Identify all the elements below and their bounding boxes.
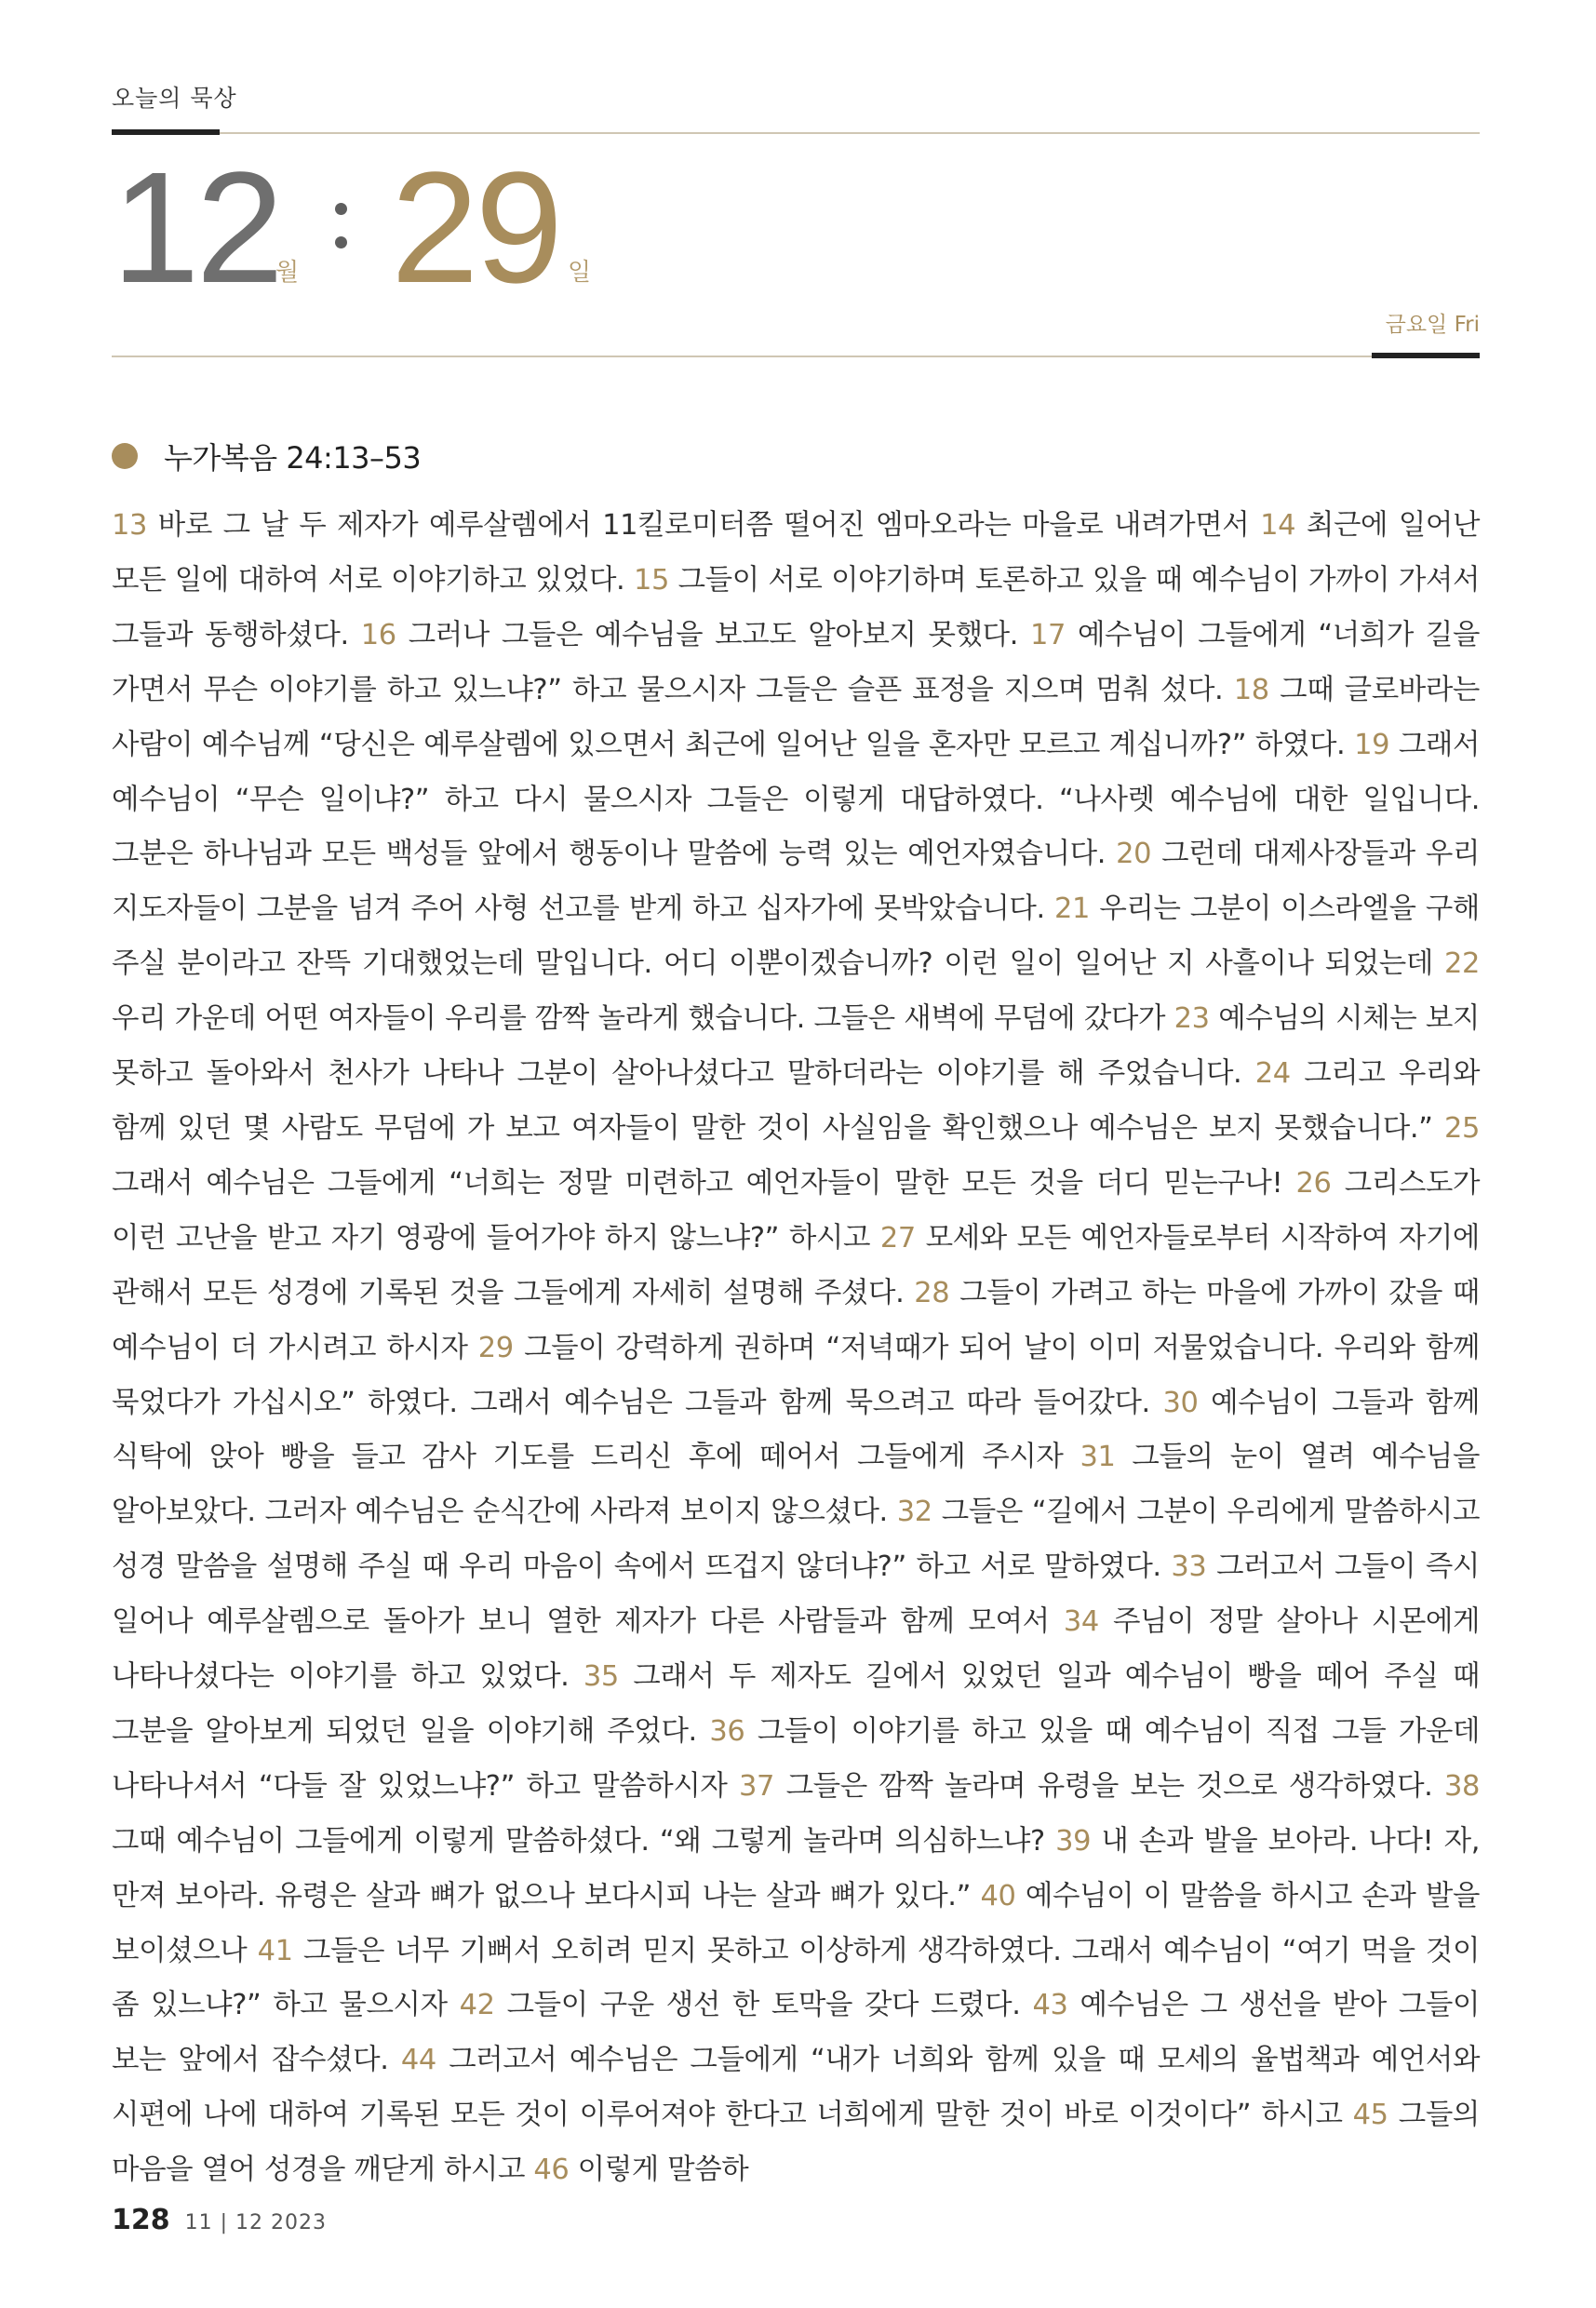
day-number: 29 [391, 140, 560, 316]
verse-text: 우리는 그분이 이스라엘을 구해 주실 분이라고 잔뜩 기대했었는데 말입니다. 어디 이뿐이겠습니까? 이런 일이 일어난 지 사흘이나 되었는데 [112, 892, 1480, 981]
verse-text: 그들의 마음을 열어 성경을 깨닫게 하시고 [112, 2099, 1480, 2187]
verse-text: 그러고서 그들이 즉시 일어나 예루살렘으로 돌아가 보니 열한 제자가 다른 사람들과 함께 모여서 [112, 1550, 1480, 1639]
header-divider [112, 356, 1480, 357]
verse-number: 14 [1260, 509, 1296, 542]
verse-text: 예수님이 그들과 함께 식탁에 앉아 빵을 들고 감사 기도를 드리신 후에 떼어서 그들에게 주시자 [112, 1386, 1480, 1474]
verse-text: 그들이 가려고 하는 마을에 가까이 갔을 때 예수님이 더 가시려고 하시자 [112, 1276, 1480, 1364]
verse-text: 모세와 모든 예언자들로부터 시작하여 자기에 관해서 모든 성경에 기록된 것을 그들에게 자세히 설명해 주셨다. [112, 1221, 1480, 1309]
verse-number: 25 [1443, 1111, 1480, 1145]
verse-number: 36 [709, 1714, 745, 1748]
verse-text: 그리고 우리와 함께 있던 몇 사람도 무덤에 가 보고 여자들이 말한 것이 사실임을 확인했으나 예수님은 보지 못했습니다.” [112, 1057, 1481, 1145]
verse-number: 32 [896, 1496, 932, 1529]
date-separator-colon [335, 179, 348, 272]
month-unit: 월 [275, 259, 300, 287]
page-footer [112, 2204, 327, 2236]
weekday-label: 금요일 Fri [1385, 313, 1480, 337]
scripture-text [112, 499, 1480, 2198]
verse-text: 예수님이 그들에게 “너희가 길을 가면서 무슨 이야기를 하고 있느냐?” 하고 물으시자 그들은 슬픈 표정을 지으며 멈춰 섰다. [112, 618, 1481, 706]
verse-text: 예수님의 시체는 보지 못하고 돌아와서 천사가 나타나 그분이 살아나셨다고 말하더라는 이야기를 해 주었습니다. [112, 1002, 1480, 1091]
verse-text: 예수님은 그 생선을 받아 그들이 보는 앞에서 잡수셨다. [112, 1989, 1481, 2077]
verse-number: 13 [112, 509, 148, 542]
verse-number: 26 [1295, 1166, 1332, 1200]
verse-text: 최근에 일어난 모든 일에 대하여 서로 이야기하고 있었다. [112, 509, 1481, 597]
verse-text: 그리스도가 이런 고난을 받고 자기 영광에 들어가야 하지 않느냐?” 하시고 [112, 1166, 1481, 1255]
verse-text: 그런데 대제사장들과 우리 지도자들이 그분을 넘겨 주어 사형 선고를 받게 하고 십자가에 못박았습니다. [112, 838, 1481, 926]
verse-number: 41 [257, 1934, 293, 1967]
top-divider-accent [112, 129, 220, 135]
header-divider-accent [1372, 353, 1480, 358]
verse-number: 40 [980, 1879, 1016, 1912]
verse-number: 38 [1444, 1769, 1481, 1803]
verse-number: 17 [1029, 618, 1066, 651]
verse-text: 그들은 너무 기뻐서 오히려 믿지 못하고 이상하게 생각하였다. 그래서 예수님이 “여기 먹을 것이 좀 있느냐?” 하고 물으시자 [112, 1934, 1481, 2022]
verse-number: 43 [1032, 1989, 1068, 2022]
verse-number: 20 [1116, 838, 1152, 871]
verse-number: 45 [1352, 2099, 1388, 2132]
day-unit: 일 [568, 259, 592, 287]
month-number: 12 [112, 140, 281, 316]
verse-text: 이렇게 말씀하 [577, 2154, 749, 2187]
verse-number: 29 [477, 1331, 514, 1364]
verse-text: 그들의 눈이 열려 예수님을 알아보았다. 그러자 예수님은 순식간에 사라져 보이지 않으셨다. [112, 1441, 1481, 1529]
verse-text: 그때 예수님이 그들에게 이렇게 말씀하셨다. “왜 그렇게 놀라며 의심하느냐? [112, 1824, 1045, 1858]
verse-text: 그때 글로바라는 사람이 예수님께 “당신은 예루살렘에 있으면서 최근에 일어난 일을 혼자만 모르고 계십니까?” 하였다. [112, 673, 1480, 761]
verse-text: 그들이 서로 이야기하며 토론하고 있을 때 예수님이 가까이 가셔서 그들과 동행하셨다. [112, 563, 1481, 651]
verse-number: 27 [879, 1221, 916, 1255]
date-header [112, 140, 1480, 337]
verse-number: 18 [1233, 673, 1269, 706]
verse-number: 39 [1055, 1824, 1092, 1858]
verse-number: 23 [1174, 1002, 1210, 1036]
verse-text: 주님이 정말 살아나 시몬에게 나타나셨다는 이야기를 하고 있었다. [112, 1605, 1481, 1694]
verse-number: 33 [1171, 1550, 1207, 1584]
verse-text: 바로 그 날 두 제자가 예루살렘에서 11킬로미터쯤 떨어진 엠마오라는 마을로 내려가면서 [157, 509, 1250, 542]
verse-text: 그들이 강력하게 권하며 “저녁때가 되어 날이 이미 저물었습니다. 우리와 함께 묵었다가 가십시오” 하였다. 그래서 예수님은 그들과 함께 묵으려고 따라 들어갔다. [112, 1331, 1481, 1419]
series-title: 오늘의 묵상 [112, 85, 237, 112]
verse-text: 그래서 두 제자도 길에서 있었던 일과 예수님이 빵을 떼어 주실 때 그분을 알아보게 되었던 일을 이야기해 주었다. [112, 1660, 1481, 1748]
verse-number: 21 [1054, 892, 1091, 926]
issue-date: 11 | 12 2023 [184, 2211, 327, 2234]
verse-text: 내 손과 발을 보아라. 나다! 자, 만져 보아라. 유령은 살과 뼈가 없으나 보다시피 나는 살과 뼈가 있다.” [112, 1824, 1481, 1912]
verse-text: 그러나 그들은 예수님을 보고도 알아보지 못했다. [408, 618, 1019, 651]
passage-reference: 누가복음 24:13–53 [164, 440, 422, 476]
verse-number: 16 [360, 618, 396, 651]
verse-text: 그들이 구운 생선 한 토막을 갖다 드렸다. [506, 1989, 1021, 2022]
verse-number: 28 [914, 1276, 950, 1309]
verse-text: 예수님이 이 말씀을 하시고 손과 발을 보이셨으나 [112, 1879, 1481, 1967]
colon-dot-top [335, 203, 347, 215]
verse-text: 그들이 이야기를 하고 있을 때 예수님이 직접 그들 가운데 나타나셔서 “다들 잘 있었느냐?” 하고 말씀하시자 [112, 1714, 1481, 1803]
verse-text: 그들은 깜짝 놀라며 유령을 보는 것으로 생각하였다. [785, 1769, 1433, 1803]
verse-number: 31 [1080, 1441, 1116, 1474]
verse-text: 그들은 “길에서 그분이 우리에게 말씀하시고 성경 말씀을 설명해 주실 때 우리 마음이 속에서 뜨겁지 않더냐?” 하고 서로 말하였다. [112, 1496, 1481, 1584]
verse-number: 46 [533, 2154, 570, 2187]
verse-text: 그래서 예수님은 그들에게 “너희는 정말 미련하고 예언자들이 말한 모든 것을 더디 믿는구나! [112, 1166, 1283, 1200]
verse-number: 37 [739, 1769, 775, 1803]
verse-number: 35 [583, 1660, 619, 1694]
verse-text: 그러고서 예수님은 그들에게 “내가 너희와 함께 있을 때 모세의 율법책과 예언서와 시편에 나에 대하여 기록된 모든 것이 이루어져야 한다고 너희에게 말한 것이 바로 이것이다” 하시고 [112, 2044, 1481, 2132]
verse-number: 30 [1162, 1386, 1199, 1419]
verse-number: 34 [1063, 1605, 1099, 1639]
top-divider [112, 132, 1480, 134]
verse-number: 19 [1354, 728, 1390, 761]
verse-number: 15 [633, 563, 669, 597]
verse-number: 42 [459, 1989, 495, 2022]
verse-text: 그래서 예수님이 “무슨 일이냐?” 하고 다시 물으시자 그들은 이렇게 대답하였다. “나사렛 예수님에 대한 일입니다. 그분은 하나님과 모든 백성들 앞에서 행동이나 말씀에 능력 있는 예언자였습니다. [112, 728, 1481, 871]
verse-number: 22 [1443, 947, 1480, 981]
verse-text: 우리 가운데 어떤 여자들이 우리를 깜짝 놀라게 했습니다. 그들은 새벽에 무덤에 갔다가 [112, 1002, 1166, 1036]
page-number: 128 [112, 2204, 170, 2236]
verse-number: 24 [1254, 1057, 1291, 1091]
bullet-dot-icon [112, 443, 138, 469]
colon-dot-bottom [335, 236, 347, 248]
passage-heading [112, 437, 421, 475]
verse-number: 44 [400, 2044, 436, 2077]
